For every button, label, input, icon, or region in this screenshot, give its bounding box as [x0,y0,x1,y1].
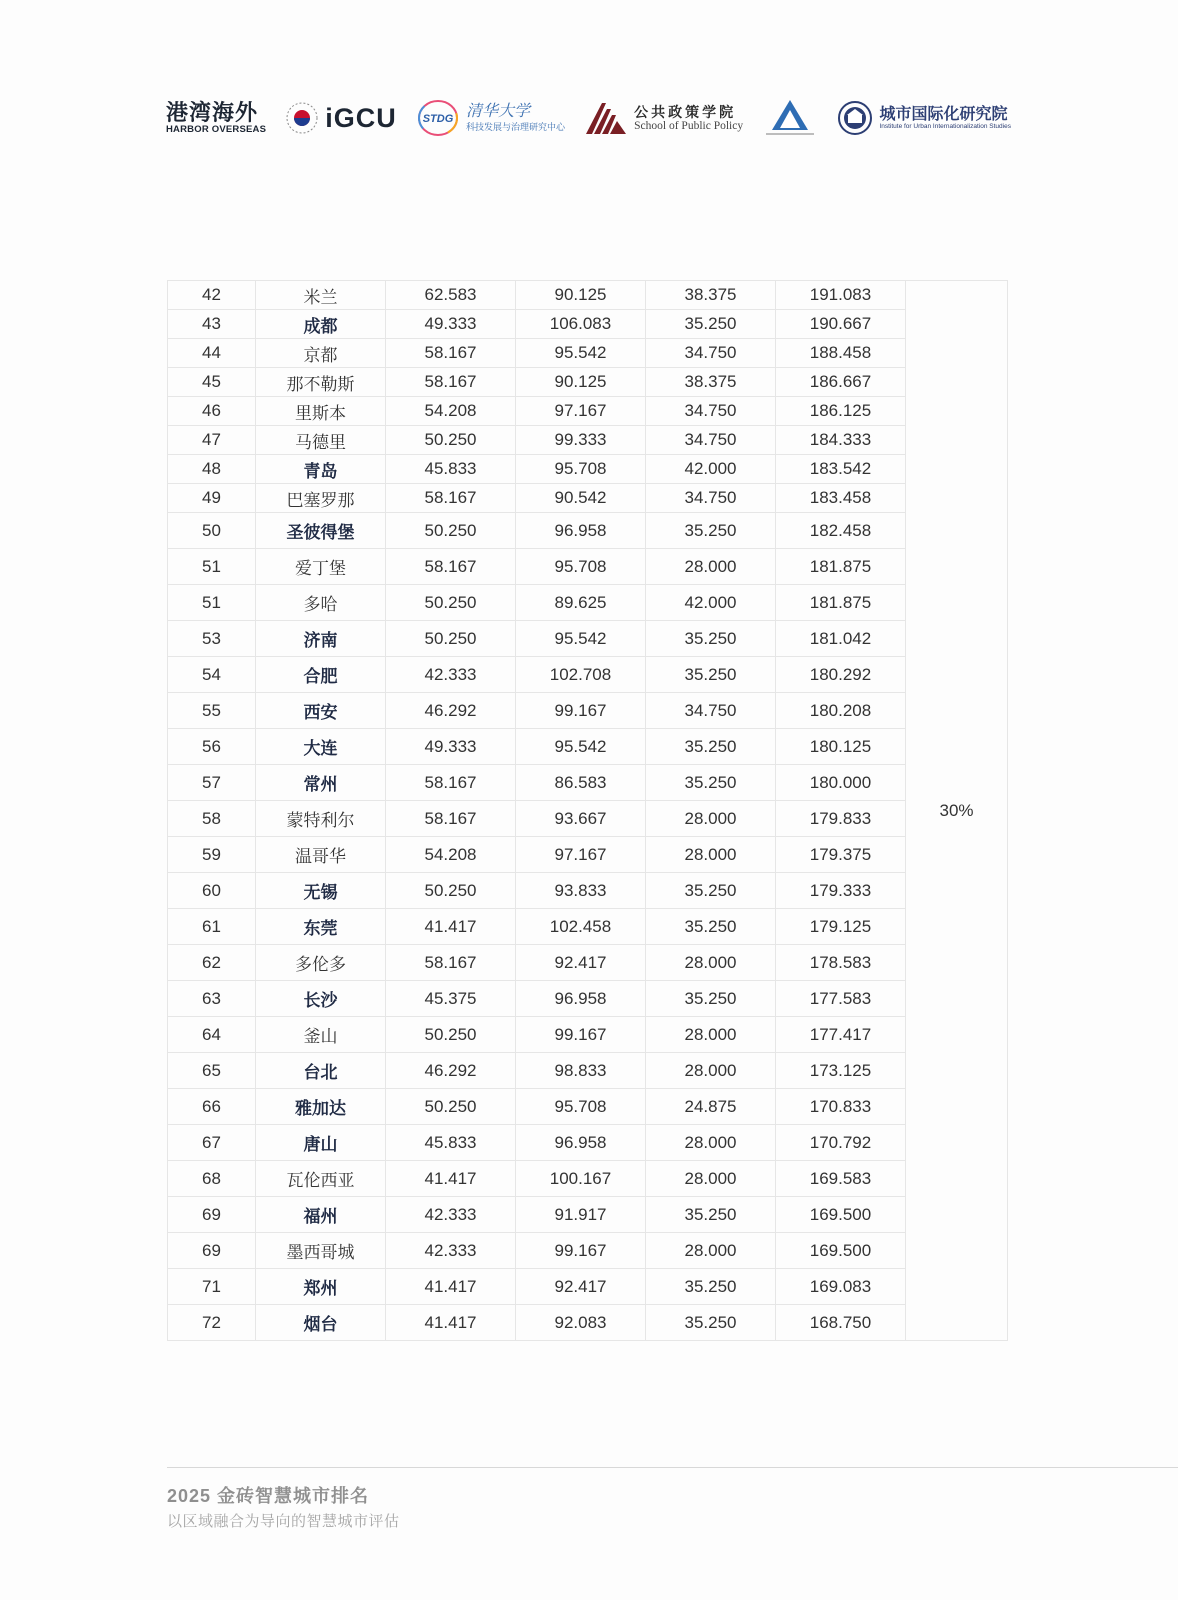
score-a-cell: 41.417 [386,909,516,945]
total-score-cell: 186.125 [776,397,906,426]
table-row [168,1089,1008,1125]
score-b-cell: 90.542 [516,484,646,513]
score-a-cell: 42.333 [386,657,516,693]
table-row [168,549,1008,585]
city-cell: 雅加达 [256,1089,386,1125]
air-triangle-icon [762,98,818,138]
table-row [168,1197,1008,1233]
table-row [168,310,1008,339]
total-score-cell: 179.333 [776,873,906,909]
rank-cell: 62 [168,945,256,981]
total-score-cell: 180.292 [776,657,906,693]
score-b-cell: 95.542 [516,621,646,657]
city-cell: 成都 [256,310,386,339]
rank-cell: 72 [168,1305,256,1341]
total-score-cell: 170.792 [776,1125,906,1161]
rank-cell: 57 [168,765,256,801]
city-cell: 京都 [256,339,386,368]
score-a-cell: 49.333 [386,729,516,765]
total-score-cell: 186.667 [776,368,906,397]
score-a-cell: 58.167 [386,339,516,368]
score-b-cell: 102.708 [516,657,646,693]
total-score-cell: 169.500 [776,1197,906,1233]
table-row [168,981,1008,1017]
city-cell: 唐山 [256,1125,386,1161]
city-cell: 济南 [256,621,386,657]
city-cell: 大连 [256,729,386,765]
score-a-cell: 54.208 [386,837,516,873]
total-score-cell: 183.542 [776,455,906,484]
rank-cell: 63 [168,981,256,1017]
city-cell: 福州 [256,1197,386,1233]
table-row [168,426,1008,455]
table-row [168,368,1008,397]
table-row [168,1305,1008,1341]
score-c-cell: 35.250 [646,909,776,945]
score-b-cell: 93.833 [516,873,646,909]
city-cell: 巴塞罗那 [256,484,386,513]
score-a-cell: 45.375 [386,981,516,1017]
table-row [168,397,1008,426]
table-row [168,945,1008,981]
rank-cell: 61 [168,909,256,945]
table-row [168,909,1008,945]
score-c-cell: 35.250 [646,765,776,801]
score-b-cell: 90.125 [516,281,646,310]
rank-cell: 51 [168,549,256,585]
table-row [168,339,1008,368]
table-row [168,837,1008,873]
city-cell: 多伦多 [256,945,386,981]
total-score-cell: 180.000 [776,765,906,801]
city-cell: 那不勒斯 [256,368,386,397]
city-cell: 里斯本 [256,397,386,426]
total-score-cell: 183.458 [776,484,906,513]
iuis-logo-cn: 城市国际化研究院 [879,106,1008,123]
total-score-cell: 184.333 [776,426,906,455]
score-b-cell: 97.167 [516,837,646,873]
table-row [168,513,1008,549]
total-score-cell: 181.042 [776,621,906,657]
city-cell: 马德里 [256,426,386,455]
score-c-cell: 28.000 [646,1161,776,1197]
city-cell: 圣彼得堡 [256,513,386,549]
city-cell: 蒙特利尔 [256,801,386,837]
score-a-cell: 58.167 [386,945,516,981]
score-b-cell: 96.958 [516,513,646,549]
stdg-logo-cn: 清华大学 [465,102,530,120]
score-a-cell: 58.167 [386,368,516,397]
table-row [168,621,1008,657]
score-b-cell: 89.625 [516,585,646,621]
spp-emblem-icon [584,101,628,135]
score-c-cell: 35.250 [646,513,776,549]
table-row [168,585,1008,621]
score-b-cell: 95.708 [516,549,646,585]
table-row [168,1053,1008,1089]
score-b-cell: 99.167 [516,1233,646,1269]
total-score-cell: 180.125 [776,729,906,765]
score-b-cell: 97.167 [516,397,646,426]
stdg-logo-sub: 科技发展与治理研究中心 [465,121,565,132]
spp-logo-cn: 公共政策学院 [634,104,737,120]
score-b-cell: 102.458 [516,909,646,945]
score-b-cell: 95.542 [516,729,646,765]
score-c-cell: 28.000 [646,1125,776,1161]
total-score-cell: 179.833 [776,801,906,837]
score-a-cell: 50.250 [386,1089,516,1125]
score-c-cell: 28.000 [646,549,776,585]
igcu-logo-text: iGCU [325,102,397,133]
table-row [168,1269,1008,1305]
score-b-cell: 95.708 [516,1089,646,1125]
table-row [168,657,1008,693]
total-score-cell: 179.375 [776,837,906,873]
score-b-cell: 90.125 [516,368,646,397]
rank-cell: 45 [168,368,256,397]
score-c-cell: 35.250 [646,729,776,765]
rank-cell: 66 [168,1089,256,1125]
score-a-cell: 46.292 [386,693,516,729]
score-b-cell: 95.708 [516,455,646,484]
stdg-ring-icon [416,98,460,138]
score-a-cell: 50.250 [386,873,516,909]
tsinghua-stdg-logo [416,98,565,138]
iuis-logo-en: Institute for Urban Internationalization Studies [879,123,1011,130]
city-cell: 米兰 [256,281,386,310]
total-score-cell: 182.458 [776,513,906,549]
score-b-cell: 99.167 [516,693,646,729]
table-row [168,801,1008,837]
total-score-cell: 191.083 [776,281,906,310]
total-score-cell: 168.750 [776,1305,906,1341]
rank-cell: 59 [168,837,256,873]
city-cell: 常州 [256,765,386,801]
rank-cell: 54 [168,657,256,693]
iuis-seal-icon [837,100,873,136]
score-c-cell: 35.250 [646,621,776,657]
score-c-cell: 42.000 [646,585,776,621]
rank-cell: 42 [168,281,256,310]
score-b-cell: 92.083 [516,1305,646,1341]
score-a-cell: 58.167 [386,484,516,513]
score-a-cell: 42.333 [386,1233,516,1269]
score-a-cell: 45.833 [386,455,516,484]
rank-cell: 53 [168,621,256,657]
city-cell: 西安 [256,693,386,729]
total-score-cell: 169.583 [776,1161,906,1197]
score-c-cell: 35.250 [646,1305,776,1341]
rank-cell: 64 [168,1017,256,1053]
score-a-cell: 62.583 [386,281,516,310]
score-c-cell: 28.000 [646,945,776,981]
score-c-cell: 28.000 [646,837,776,873]
rank-cell: 49 [168,484,256,513]
score-a-cell: 41.417 [386,1305,516,1341]
score-a-cell: 50.250 [386,585,516,621]
score-a-cell: 41.417 [386,1161,516,1197]
total-score-cell: 181.875 [776,549,906,585]
harbor-logo-cn: 港湾海外 [166,99,259,125]
total-score-cell: 188.458 [776,339,906,368]
total-score-cell: 169.083 [776,1269,906,1305]
air-logo [762,98,818,138]
table-row [168,1125,1008,1161]
score-c-cell: 34.750 [646,397,776,426]
score-a-cell: 50.250 [386,621,516,657]
table-row [168,484,1008,513]
city-cell: 台北 [256,1053,386,1089]
harbor-logo-en: HARBOR OVERSEAS [166,123,267,135]
score-a-cell: 45.833 [386,1125,516,1161]
score-a-cell: 58.167 [386,801,516,837]
rank-cell: 58 [168,801,256,837]
score-b-cell: 100.167 [516,1161,646,1197]
rank-cell: 50 [168,513,256,549]
score-c-cell: 34.750 [646,339,776,368]
rank-cell: 44 [168,339,256,368]
score-b-cell: 92.417 [516,945,646,981]
score-a-cell: 46.292 [386,1053,516,1089]
city-cell: 青岛 [256,455,386,484]
total-score-cell: 169.500 [776,1233,906,1269]
score-c-cell: 24.875 [646,1089,776,1125]
table-row [168,281,1008,310]
igcu-emblem-icon [285,101,319,135]
city-cell: 东莞 [256,909,386,945]
city-cell: 长沙 [256,981,386,1017]
score-a-cell: 58.167 [386,765,516,801]
rank-cell: 71 [168,1269,256,1305]
table-row [168,1017,1008,1053]
city-cell: 无锡 [256,873,386,909]
score-c-cell: 28.000 [646,1017,776,1053]
score-a-cell: 42.333 [386,1197,516,1233]
rank-cell: 60 [168,873,256,909]
score-b-cell: 96.958 [516,981,646,1017]
total-score-cell: 181.875 [776,585,906,621]
footer-subtitle: 以区域融合为导向的智慧城市评估 [167,1513,400,1530]
score-b-cell: 98.833 [516,1053,646,1089]
score-c-cell: 35.250 [646,1269,776,1305]
table-row [168,729,1008,765]
score-b-cell: 99.167 [516,1017,646,1053]
score-b-cell: 106.083 [516,310,646,339]
rank-cell: 48 [168,455,256,484]
score-b-cell: 86.583 [516,765,646,801]
table-row [168,693,1008,729]
score-c-cell: 42.000 [646,455,776,484]
rank-cell: 65 [168,1053,256,1089]
total-score-cell: 180.208 [776,693,906,729]
partner-logos [166,94,1011,142]
city-cell: 爱丁堡 [256,549,386,585]
score-b-cell: 96.958 [516,1125,646,1161]
city-cell: 烟台 [256,1305,386,1341]
rank-cell: 67 [168,1125,256,1161]
total-score-cell: 170.833 [776,1089,906,1125]
footer-title: 2025 金砖智慧城市排名 [167,1486,370,1506]
rank-cell: 55 [168,693,256,729]
score-a-cell: 50.250 [386,1017,516,1053]
rank-cell: 69 [168,1233,256,1269]
score-b-cell: 91.917 [516,1197,646,1233]
score-a-cell: 50.250 [386,426,516,455]
ranking-table [167,280,1008,1341]
score-c-cell: 35.250 [646,657,776,693]
score-c-cell: 34.750 [646,484,776,513]
score-b-cell: 95.542 [516,339,646,368]
table-row [168,1161,1008,1197]
city-cell: 墨西哥城 [256,1233,386,1269]
spp-logo-en: School of Public Policy [634,120,744,132]
ranking-table-body [168,281,1008,1341]
footer-divider [167,1467,1178,1468]
city-cell: 合肥 [256,657,386,693]
table-row [168,455,1008,484]
share-cell: 30% [906,281,1008,1341]
score-c-cell: 35.250 [646,310,776,339]
score-c-cell: 38.375 [646,368,776,397]
score-a-cell: 50.250 [386,513,516,549]
table-row [168,873,1008,909]
rank-cell: 69 [168,1197,256,1233]
score-a-cell: 54.208 [386,397,516,426]
score-b-cell: 93.667 [516,801,646,837]
score-c-cell: 35.250 [646,873,776,909]
rank-cell: 51 [168,585,256,621]
city-cell: 多哈 [256,585,386,621]
city-cell: 瓦伦西亚 [256,1161,386,1197]
rank-cell: 46 [168,397,256,426]
total-score-cell: 173.125 [776,1053,906,1089]
table-row [168,1233,1008,1269]
total-score-cell: 177.583 [776,981,906,1017]
rank-cell: 68 [168,1161,256,1197]
harbor-overseas-logo [166,99,267,135]
score-c-cell: 28.000 [646,1233,776,1269]
score-c-cell: 38.375 [646,281,776,310]
score-b-cell: 99.333 [516,426,646,455]
score-c-cell: 28.000 [646,801,776,837]
svg-text:STDG: STDG [422,113,454,125]
rank-cell: 43 [168,310,256,339]
total-score-cell: 177.417 [776,1017,906,1053]
total-score-cell: 190.667 [776,310,906,339]
score-c-cell: 34.750 [646,693,776,729]
school-of-public-policy-logo [584,101,743,135]
score-c-cell: 34.750 [646,426,776,455]
score-b-cell: 92.417 [516,1269,646,1305]
score-c-cell: 35.250 [646,1197,776,1233]
city-cell: 温哥华 [256,837,386,873]
total-score-cell: 178.583 [776,945,906,981]
score-a-cell: 58.167 [386,549,516,585]
score-a-cell: 41.417 [386,1269,516,1305]
score-a-cell: 49.333 [386,310,516,339]
table-row [168,765,1008,801]
total-score-cell: 179.125 [776,909,906,945]
rank-cell: 56 [168,729,256,765]
city-cell: 釜山 [256,1017,386,1053]
rank-cell: 47 [168,426,256,455]
igcu-logo [285,101,397,135]
urban-internationalization-institute-logo [837,100,1011,136]
score-c-cell: 35.250 [646,981,776,1017]
city-cell: 郑州 [256,1269,386,1305]
score-c-cell: 28.000 [646,1053,776,1089]
